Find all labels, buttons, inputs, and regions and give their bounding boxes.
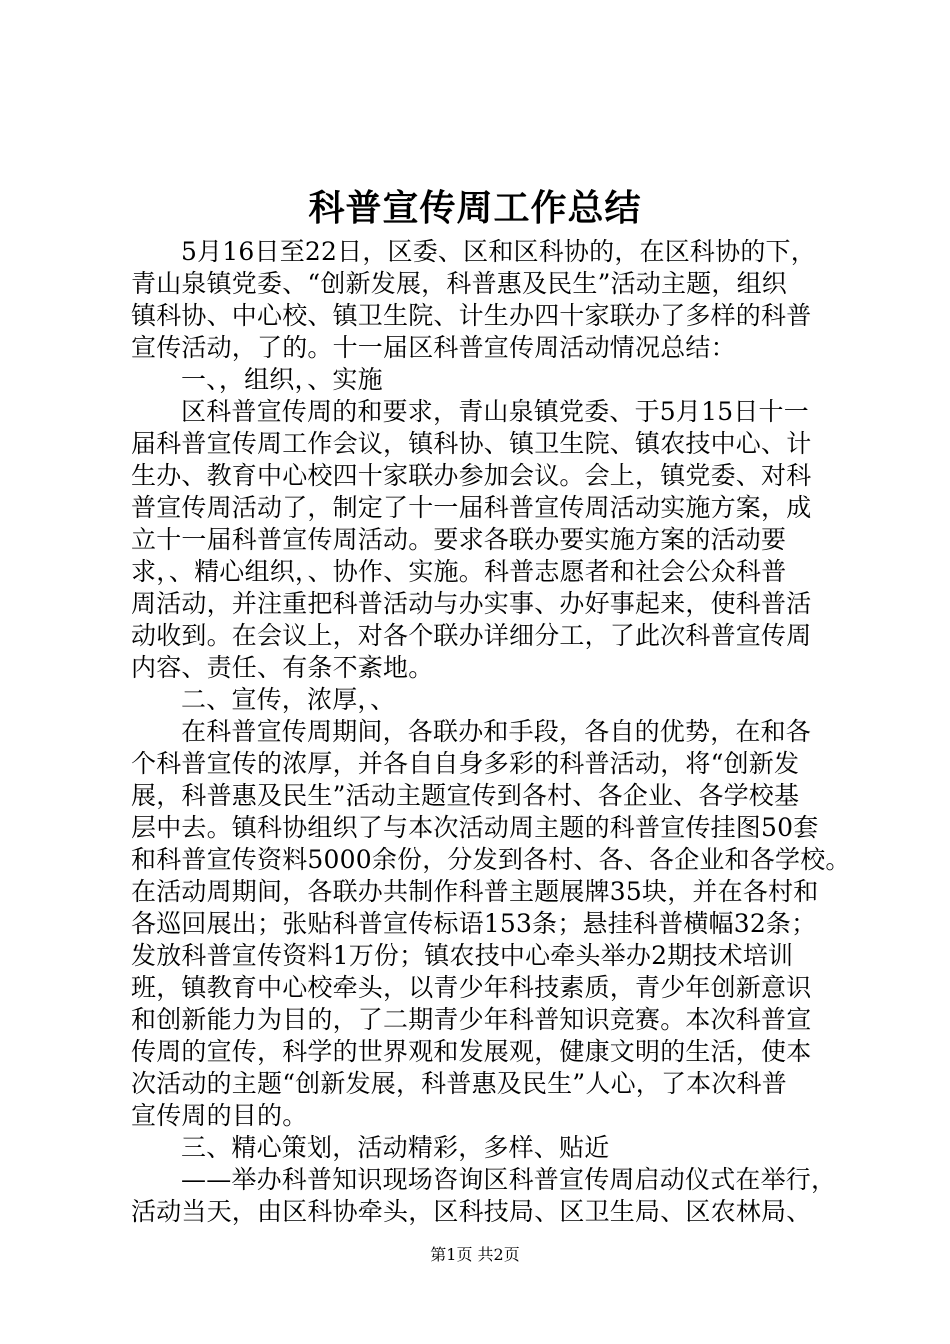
text-line: 届科普宣传周工作会议，镇科协、镇卫生院、镇农技中心、计	[131, 429, 812, 458]
text-line: 在科普宣传周期间，各联办和手段，各自的优势，在和各	[181, 717, 812, 746]
text-line: 内容、责任、有条不紊地。	[131, 653, 434, 682]
text-line: 镇科协、中心校、镇卫生院、计生办四十家联办了多样的科普	[131, 301, 812, 330]
text-line: 区科普宣传周的和要求，青山泉镇党委、于5月15日十一	[181, 397, 809, 426]
text-line: 和科普宣传资料5000余份，分发到各村、各、各企业和各学校。	[131, 845, 851, 874]
text-line: 和创新能力为目的，了二期青少年科普知识竞赛。本次科普宣	[131, 1005, 812, 1034]
text-line: 各巡回展出；张贴科普宣传标语153条；悬挂科普横幅32条；	[131, 909, 817, 938]
text-line: 展，科普惠及民生”活动主题宣传到各村、各企业、各学校基	[131, 781, 800, 810]
text-line: 动收到。在会议上，对各个联办详细分工，了此次科普宣传周	[131, 621, 812, 650]
text-line: 生办、教育中心校四十家联办参加会议。会上，镇党委、对科	[131, 461, 812, 490]
text-line: 普宣传周活动了，制定了十一届科普宣传周活动实施方案，成	[131, 493, 812, 522]
page-number-footer: 第1页 共2页	[430, 1245, 520, 1264]
text-line: 周活动，并注重把科普活动与办实事、办好事起来，使科普活	[131, 589, 812, 618]
section-heading: 三、精心策划，活动精彩，多样、贴近	[181, 1133, 610, 1162]
text-line: 青山泉镇党委、“创新发展，科普惠及民生”活动主题，组织	[131, 269, 787, 298]
text-line: 求，、精心组织，、协作、实施。科普志愿者和社会公众科普	[131, 557, 787, 586]
text-line: 次活动的主题“创新发展，科普惠及民生”人心，了本次科普	[131, 1069, 787, 1098]
text-line: ——举办科普知识现场咨询区科普宣传周启动仪式在举行，	[181, 1165, 837, 1194]
text-line: 发放科普宣传资料1万份；镇农技中心牵头举办2期技术培训	[131, 941, 794, 970]
text-line: 立十一届科普宣传周活动。要求各联办要实施方案的活动要	[131, 525, 787, 554]
text-line: 在活动周期间，各联办共制作科普主题展牌35块，并在各村和	[131, 877, 819, 906]
text-line: 5月16日至22日，区委、区和区科协的，在区科协的下，	[181, 237, 816, 266]
document-title: 科普宣传周工作总结	[308, 187, 642, 229]
text-line: 活动当天，由区科协牵头，区科技局、区卫生局、区农林局、	[131, 1197, 812, 1226]
section-heading: 二、宣传，浓厚，、	[181, 685, 396, 714]
text-line: 宣传周的目的。	[131, 1101, 308, 1130]
text-line: 传周的宣传，科学的世界观和发展观，健康文明的生活，使本	[131, 1037, 812, 1066]
document-body	[131, 236, 851, 1228]
text-line: 个科普宣传的浓厚，并各自自身多彩的科普活动，将“创新发	[131, 749, 800, 778]
text-line: 班，镇教育中心校牵头，以青少年科技素质，青少年创新意识	[131, 973, 812, 1002]
text-line: 宣传活动，了的。十一届区科普宣传周活动情况总结：	[131, 333, 736, 362]
text-line: 层中去。镇科协组织了与本次活动周主题的科普宣传挂图50套	[131, 813, 819, 842]
section-heading: 一、，组织，、实施	[181, 365, 383, 394]
